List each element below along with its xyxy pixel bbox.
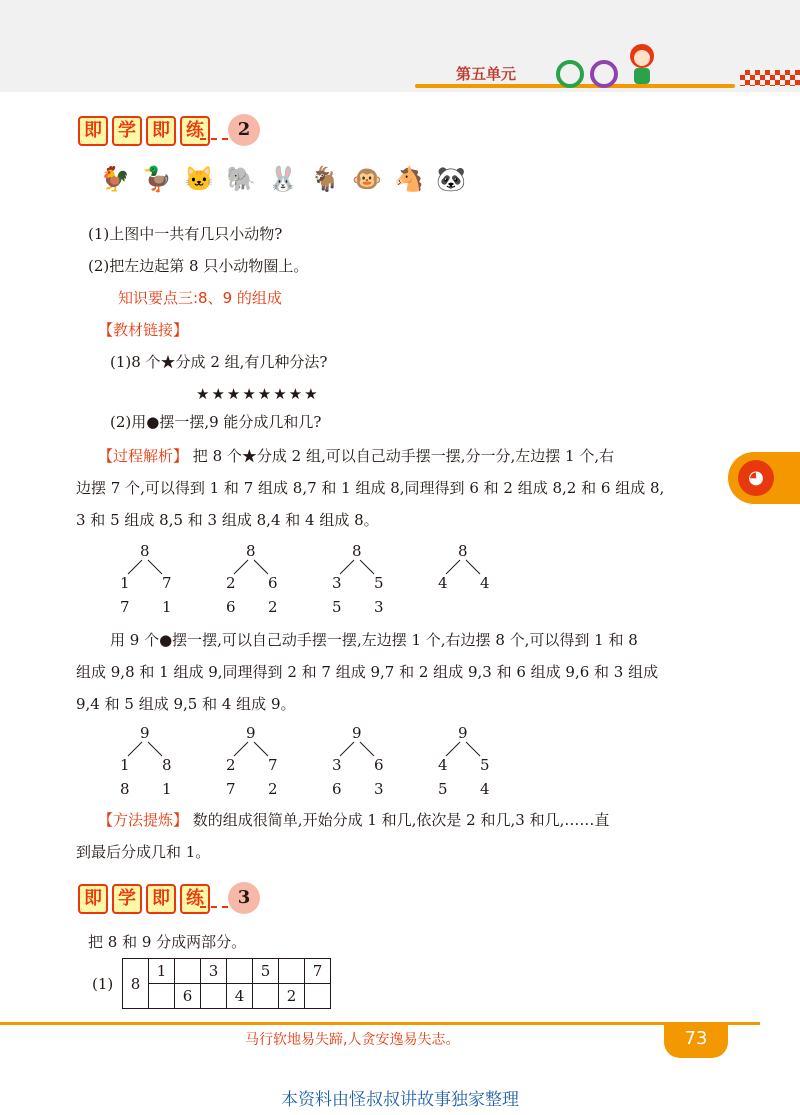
analysis-text: 把 8 个★分成 2 组,可以自己动手摆一摆,分一分,左边摆 1 个,右 [192,447,615,465]
checker-pattern [740,70,800,86]
composition-tree [224,542,284,616]
grid-total: 8 [123,959,149,1009]
tree-left-2: 7 [226,780,236,798]
panda-icon: 🐼 [436,165,466,193]
fox-face-icon: ◕ [738,460,774,496]
tree-total: 8 [246,542,256,560]
method-text: 数的组成很简单,开始分成 1 和几,依次是 2 和几,3 和几,……直 [192,811,610,829]
elephant-icon: 🐘 [226,165,256,193]
stars-row: ★★★★★★★★ [196,385,320,403]
tree-right-2: 1 [162,598,172,616]
grid-cell[interactable]: 5 [253,959,279,984]
tree-left-2: 5 [438,780,448,798]
tree-right: 7 [162,574,172,592]
tree-left: 1 [120,574,130,592]
material-question-1: (1)8 个★分成 2 组,有几种分法? [110,353,328,371]
monkey-icon: 🐵 [352,165,382,193]
practice-banner-2 [78,116,278,152]
tree-left: 2 [226,574,236,592]
cat-icon: 🐱 [184,165,214,193]
purple-ring-icon [590,60,618,88]
tree-right: 8 [162,756,172,774]
credit-line: 本资料由怪叔叔讲故事独家整理 [281,1090,519,1110]
banner-char: 学 [112,116,142,146]
tree-left-2: 8 [120,780,130,798]
nine-line-1: 用 9 个●摆一摆,可以自己动手摆一摆,左边摆 1 个,右边摆 8 个,可以得到 1 和 8 [110,631,638,649]
footer-motto: 马行软地易失蹄,人贪安逸易失志。 [245,1032,460,1048]
horse-icon: 🐴 [394,165,424,193]
method-line-1 [98,810,609,830]
tree-left-2: 5 [332,598,342,616]
grid-cell[interactable] [175,959,201,984]
grid-cell[interactable] [305,984,331,1009]
banner-char: 练 [180,884,210,914]
question-2: (2)把左边起第 8 只小动物圈上。 [88,257,309,275]
nine-line-3: 9,4 和 5 组成 9,5 和 4 组成 9。 [76,695,296,713]
composition-tree [330,542,390,616]
green-ring-icon [556,60,584,88]
rooster-icon: 🐓 [100,165,130,193]
exercise-instruction: 把 8 和 9 分成两部分。 [88,933,247,951]
method-line-2: 到最后分成几和 1。 [76,843,211,861]
analysis-line-2: 边摆 7 个,可以得到 1 和 7 组成 8,7 和 1 组成 8,同理得到 6 和 2 组成 8,2 和 6 组成 8, [76,479,665,497]
tree-total: 8 [458,542,468,560]
banner-char: 即 [146,884,176,914]
composition-tree [436,724,496,798]
practice-banner-3 [78,884,278,920]
banner-char: 即 [146,116,176,146]
tree-total: 9 [140,724,150,742]
grid-cell[interactable] [201,984,227,1009]
question-1: (1)上图中一共有几只小动物? [88,225,283,243]
composition-tree [118,542,178,616]
banner-char: 练 [180,116,210,146]
grid-cell[interactable] [279,959,305,984]
composition-tree [118,724,178,798]
grid-cell[interactable]: 3 [201,959,227,984]
tree-total: 9 [352,724,362,742]
banner-dash [200,906,228,908]
tree-right: 5 [480,756,490,774]
page-number: 73 [684,1028,708,1049]
tree-total: 8 [352,542,362,560]
composition-grid [122,958,331,1009]
exercise-label: (1) [92,975,114,993]
banner-char: 即 [78,884,108,914]
banner-char: 即 [78,116,108,146]
tree-total: 9 [246,724,256,742]
tree-right-2: 3 [374,780,384,798]
unit-title: 第五单元 [456,65,517,83]
material-question-2: (2)用●摆一摆,9 能分成几和几? [110,413,322,431]
tree-total: 9 [458,724,468,742]
rabbit-icon: 🐰 [268,165,298,193]
method-label: 【方法提炼】 [98,811,189,829]
girl-mascot-icon [620,40,664,88]
tree-left: 4 [438,756,448,774]
tree-left: 1 [120,756,130,774]
composition-tree [436,542,496,612]
grid-cell[interactable]: 7 [305,959,331,984]
header-band [0,0,800,92]
grid-cell[interactable]: 2 [279,984,305,1009]
tree-right: 7 [268,756,278,774]
tree-right: 4 [480,574,490,592]
tree-left-2: 7 [120,598,130,616]
material-link-label: 【教材链接】 [98,321,189,339]
duck-icon: 🦆 [142,165,172,193]
nine-line-2: 组成 9,8 和 1 组成 9,同理得到 2 和 7 组成 9,7 和 2 组成 9,3 和 6 组成 9,6 和 3 组成 [76,663,659,681]
tree-left: 4 [438,574,448,592]
animals-row [96,160,476,210]
banner-dash [200,138,228,140]
tree-right-2: 1 [162,780,172,798]
grid-cell[interactable]: 4 [227,984,253,1009]
grid-cell[interactable] [253,984,279,1009]
grid-cell[interactable]: 6 [175,984,201,1009]
section-title: 知识要点三:8、9 的组成 [118,289,282,307]
analysis-line-3: 3 和 5 组成 8,5 和 3 组成 8,4 和 4 组成 8。 [76,511,379,529]
tree-right: 6 [374,756,384,774]
banner-number: 2 [228,114,260,146]
banner-number: 3 [228,882,260,914]
analysis-label: 【过程解析】 [98,447,189,465]
tree-left-2: 6 [226,598,236,616]
tree-right-2: 2 [268,598,278,616]
tree-left: 3 [332,574,342,592]
tree-right-2: 3 [374,598,384,616]
goat-icon: 🐐 [310,165,340,193]
analysis-line-1 [98,446,614,466]
tree-right-2: 4 [480,780,490,798]
grid-cell[interactable] [149,984,175,1009]
banner-char: 学 [112,884,142,914]
footer-rule [0,1022,760,1025]
tree-left: 2 [226,756,236,774]
grid-cell[interactable]: 1 [149,959,175,984]
composition-tree [330,724,390,798]
tree-total: 8 [140,542,150,560]
grid-cell[interactable] [227,959,253,984]
tree-left-2: 6 [332,780,342,798]
tree-right: 6 [268,574,278,592]
composition-tree [224,724,284,798]
tree-left: 3 [332,756,342,774]
tree-right: 5 [374,574,384,592]
tree-right-2: 2 [268,780,278,798]
